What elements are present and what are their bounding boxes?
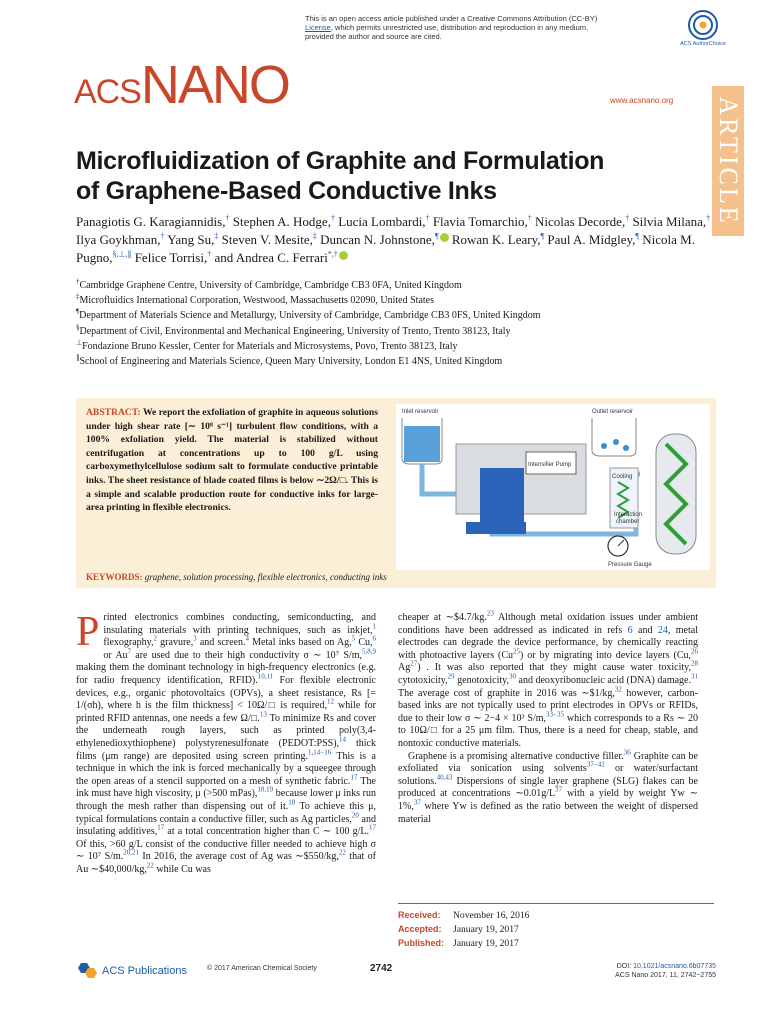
body-text: cytotoxicity,: [398, 674, 448, 686]
body-text: while for printed RFID antennas, one needs a few Ω/□.: [76, 700, 376, 724]
article-title-line-1: Microfluidization of Graphite and Formulation: [76, 147, 605, 175]
author-name: and Andrea C. Ferrari: [214, 250, 328, 265]
reference-link[interactable]: 18: [288, 798, 296, 807]
journal-logo[interactable]: [74, 54, 289, 116]
body-text: flexography,: [103, 637, 154, 649]
published-date: January 19, 2017: [453, 937, 519, 949]
page-number: 2742: [370, 963, 393, 974]
body-text: genotoxicity,: [454, 674, 509, 686]
reference-link[interactable]: 36: [623, 748, 631, 757]
doi-block: [560, 962, 716, 980]
orcid-icon[interactable]: [440, 233, 449, 242]
author[interactable]: [214, 250, 347, 265]
author[interactable]: [433, 214, 532, 229]
page-footer: [0, 956, 768, 996]
author[interactable]: [452, 232, 544, 247]
body-text: Dispersions of single layer graphene (SLG) flakes can be produced at concentrations ∼0.01g/L: [398, 775, 698, 800]
body-text: because lower μ inks run through the mesh rather than dispensing out of it.: [76, 788, 376, 812]
reference-link[interactable]: 31: [691, 672, 698, 681]
acs-authorchoice-label: ACS AuthorChoice: [680, 41, 726, 47]
body-text: The average cost of graphite in 2016 was ∼$1/kg,: [398, 687, 615, 699]
body-text: which corresponds to a Rs ∼ 20 to 10Ω/□ for a 25 μm film. Thus, there is a need for cheap, stable, and nontoxic conductive materials.: [398, 712, 698, 749]
article-title: [76, 146, 716, 206]
outlet-label: Outlet reservoir: [592, 409, 634, 415]
body-text: ) . It was also reported that they might cause water toxicity,: [417, 662, 691, 674]
body-text: Graphene is a promising alternative conductive filler.: [408, 750, 624, 762]
reference-link[interactable]: 6: [372, 634, 376, 643]
author-name: Stephen A. Hodge,: [232, 214, 331, 229]
abstract-label: ABSTRACT:: [86, 407, 141, 418]
author-name: Nicola M. Pugno,: [76, 232, 695, 265]
author-affil-mark[interactable]: †: [207, 249, 212, 259]
body-text: that of Au ∼$40,000/kg,: [76, 851, 377, 875]
author-name: Nicolas Decorde,: [534, 214, 626, 229]
affiliation-mark: §: [76, 323, 80, 332]
reference-link[interactable]: 26: [691, 647, 698, 656]
reference-link[interactable]: 22: [146, 861, 154, 870]
author-name: Panagiotis G. Karagiannidis,: [76, 214, 226, 229]
author-affil-mark[interactable]: ‡: [214, 231, 219, 241]
affiliation-text: School of Engineering and Materials Science, Queen Mary University, London E1 4NS, United Kingdom: [79, 356, 503, 368]
reference-link[interactable]: 1: [372, 622, 376, 631]
body-text: Although metal oxidation issues under ambient conditions have been addressed as indicated in refs: [398, 612, 698, 636]
pump-base: [466, 522, 526, 534]
affiliation-mark: †: [76, 277, 80, 286]
reference-link[interactable]: 5,8,9: [362, 647, 376, 656]
author-list: [76, 213, 716, 267]
author-affil-mark[interactable]: †: [225, 213, 230, 223]
acs-publications-label: ACS Publications: [102, 965, 187, 977]
received-date: November 16, 2016: [453, 910, 530, 921]
abstract-figure[interactable]: [396, 404, 710, 570]
reference-link[interactable]: 37−42: [586, 760, 605, 769]
body-text: or Au: [103, 649, 128, 661]
reference-link[interactable]: 13: [259, 710, 267, 719]
affiliation: [76, 293, 716, 308]
body-text: gravure,: [157, 637, 194, 649]
chamber-label-2: chamber: [616, 519, 640, 525]
reference-link[interactable]: 40,43: [436, 773, 453, 782]
reference-link[interactable]: 24: [657, 624, 668, 636]
doi-label: DOI:: [616, 963, 634, 970]
keywords: [86, 572, 387, 582]
open-access-notice: [305, 14, 675, 41]
accepted-date: January 19, 2017: [453, 923, 519, 935]
article-type-tab: [712, 86, 744, 236]
outlet-flake: [613, 439, 619, 445]
affiliation-text: Cambridge Graphene Centre, University of Cambridge, Cambridge CB3 0FA, United Kingdom: [79, 280, 462, 291]
body-text: To achieve this μ, typical formulations contain a conductive filler, such as Ag particles,: [76, 800, 376, 825]
author[interactable]: [76, 214, 229, 229]
body-text: and deoxyribonucleic acid (DNA) damage.: [515, 674, 691, 686]
abstract-text: [86, 406, 378, 515]
body-text: ) or by migrating into device layers (Cu,: [520, 649, 691, 661]
reference-link[interactable]: 28: [691, 660, 698, 669]
outlet-flake: [601, 443, 607, 449]
author-name: Flavia Tomarchio,: [432, 214, 528, 229]
reference-link[interactable]: 17: [369, 823, 377, 832]
acs-authorchoice-badge[interactable]: [677, 10, 729, 47]
reference-link[interactable]: 6: [627, 624, 633, 636]
affiliation-text: Department of Civil, Environmental and Mechanical Engineering, University of Trento, Trento 38123, Italy: [79, 325, 511, 337]
acs-publications-logo[interactable]: [76, 962, 187, 980]
body-text: cheaper at ∼$4.7/kg.: [398, 612, 487, 623]
author[interactable]: [233, 214, 335, 229]
doi-link[interactable]: 10.1021/acsnano.6b07735: [633, 963, 716, 970]
body-text: and: [632, 624, 658, 636]
affiliation-text: Microfluidics International Corporation, Westwood, Massachusetts 02090, United States: [79, 295, 435, 307]
reference-link[interactable]: 5: [351, 634, 356, 643]
body-text: are used due to their high conductivity σ ∼ 10⁷ S/m,: [131, 649, 362, 661]
oa-line-1: This is an open access article published under a Creative Commons Attribution (CC-BY): [305, 14, 598, 23]
reference-link[interactable]: 29: [447, 672, 455, 681]
reference-link[interactable]: 27: [410, 660, 418, 669]
affiliation-mark: ∥: [76, 353, 80, 362]
body-text: This is a technique in which the ink is forced mechanically by a squeegee through the open areas of a stencil supported on a mesh of synthetic fabric.: [76, 750, 376, 787]
reference-link[interactable]: 7: [127, 647, 132, 656]
pump-piston: [480, 468, 524, 526]
affiliation: [76, 354, 716, 369]
reference-link[interactable]: 1,14−16: [308, 748, 332, 757]
author-name: Silvia Milana,: [632, 214, 707, 229]
author-name: Duncan N. Johnstone,: [320, 232, 435, 247]
journal-logo-nano: NANO: [140, 55, 289, 115]
author-affil-mark[interactable]: †: [160, 231, 165, 241]
accepted-label: Accepted:: [398, 923, 442, 934]
body-text: , metal electrodes can degrade the device performance, by chemically reacting with photoactive layers (Cu: [398, 624, 698, 661]
reference-link[interactable]: 18,19: [257, 785, 274, 794]
author-affil-mark[interactable]: ¶: [434, 231, 439, 241]
body-text: and screen.: [196, 637, 246, 649]
author-name: Yang Su,: [167, 232, 215, 247]
author[interactable]: [535, 214, 629, 229]
reference-link[interactable]: 25: [513, 647, 521, 656]
reference-link[interactable]: 3: [193, 634, 197, 643]
body-text: with a yield by weight Yw ∼ 1%,: [398, 788, 699, 812]
author[interactable]: [547, 232, 639, 247]
published-row: [398, 937, 714, 951]
journal-logo-acs: ACS: [74, 73, 141, 111]
affiliation-mark: ¶: [76, 308, 80, 317]
body-text: making them the dominant technology in high-frequency electronics (e.g. for radio frequency identification, RFID).: [76, 662, 376, 686]
reference-link[interactable]: 4: [245, 634, 249, 643]
author-name: Paul A. Midgley,: [547, 232, 636, 247]
reference-link[interactable]: 17: [157, 823, 165, 832]
gauge-label: Pressure Gauge: [608, 562, 652, 568]
published-label: Published:: [398, 937, 445, 948]
affiliation: [76, 278, 716, 293]
body-paragraph: [76, 609, 377, 876]
affiliation-mark: ⊥: [76, 338, 83, 347]
keywords-list: graphene, solution processing, flexible electronics, conducting inks: [144, 572, 387, 582]
author[interactable]: [76, 232, 164, 247]
body-text: To minimize Rs and cover the underneath rough layers, such as printed poly(3,4-ethylenedioxythiophene) polystyrenesulfonate (PEDOT:PSS),: [76, 712, 376, 749]
body-text: or water/surfactant solutions.: [398, 763, 698, 787]
inlet-liquid: [404, 426, 440, 462]
body-text: however, carbon-based inks are not typically used to print electrodes in OPVs or RFIDs, due to their low σ ∼ 2−4 × 10³ S/m,: [398, 687, 698, 724]
doi-line: [560, 962, 716, 971]
author-affil-mark[interactable]: ¶: [635, 231, 639, 241]
author-affil-mark[interactable]: ¶: [540, 231, 545, 241]
reference-link[interactable]: 32: [614, 685, 622, 694]
author-name: Rowan K. Leary,: [451, 232, 541, 247]
body-column-left: [76, 609, 377, 876]
body-text: Cu,: [355, 637, 373, 649]
open-access-lock-icon: [688, 10, 718, 40]
body-paragraph: [398, 609, 698, 751]
drop-cap: P: [76, 609, 100, 655]
cooling-label: Cooling: [612, 474, 633, 480]
author-name: Lucia Lombardi,: [338, 214, 426, 229]
affiliation-text: Fondazione Bruno Kessler, Center for Materials and Microsystems, Povo, Trento 38123, Italy: [82, 340, 458, 352]
affiliation: [76, 339, 716, 354]
orcid-icon[interactable]: [339, 251, 348, 260]
reference-link[interactable]: 12: [326, 697, 334, 706]
author-affil-mark[interactable]: †: [706, 213, 711, 223]
author[interactable]: [338, 214, 429, 229]
affiliation-text: Department of Materials Science and Metallurgy, University of Cambridge, Cambridge CB3 0FS, United Kingdom: [79, 310, 541, 322]
author-affil-mark[interactable]: †: [425, 213, 430, 223]
article-dates: [398, 903, 714, 950]
author[interactable]: [222, 232, 317, 247]
abstract-body: We report the exfoliation of graphite in aqueous solutions under high shear rate [∼ 10⁸ s⁻¹] turbulent flow conditions, with a 100% exfoliation yield. The material is stabilized without centrifugation at concentrations up to 100 g/L using carboxymethylcellulose sodium salt to formulate conductive printable inks. The sheet resistance of blade coated films is below ∼2Ω/□. This is a simple and scalable production route for conductive inks for large-area printing in flexible electronics.: [86, 407, 378, 514]
outlet-reservoir-shape: [592, 418, 636, 456]
author-affil-mark[interactable]: †: [625, 213, 630, 223]
body-column-right: [398, 609, 699, 826]
affiliation: [76, 308, 716, 323]
author-name: Steven V. Mesite,: [221, 232, 313, 247]
body-text: Ag: [398, 662, 411, 674]
reference-link[interactable]: 20,21: [123, 848, 140, 857]
body-text: Graphite can be exfoliated via sonication using solvents: [398, 750, 698, 775]
body-text: rinted electronics combines conducting, semiconducting, and insulating materials with printing techniques, such as inkjet,: [103, 612, 376, 636]
affiliation: [76, 324, 716, 339]
author-affil-mark[interactable]: †: [527, 213, 532, 223]
body-text: and insulating additives,: [76, 813, 376, 838]
body-text: where Yw is defined as the ratio between the weight of dispersed material: [398, 800, 698, 825]
author-affil-mark[interactable]: †: [330, 213, 335, 223]
body-text: Metal inks based on Ag,: [249, 637, 352, 649]
reference-link[interactable]: 17: [350, 773, 358, 782]
reference-link[interactable]: 37: [555, 785, 563, 794]
received-row: [398, 909, 714, 923]
oa-line-3: provided the author and source are cited.: [305, 32, 442, 41]
author[interactable]: [632, 214, 710, 229]
journal-url-link[interactable]: www.acsnano.org: [610, 96, 674, 105]
reference-link[interactable]: 37: [413, 798, 421, 807]
citation: ACS Nano 2017, 11, 2742−2755: [615, 972, 716, 979]
chamber-label-1: Interaction: [614, 512, 643, 518]
author-name: Felice Torrisi,: [134, 250, 208, 265]
abstract-box: [76, 398, 716, 588]
oa-line-2-text: , which permits unrestricted use, distribution and reproduction in any medium,: [330, 23, 589, 32]
body-text: Of this, >60 g/L consist of the conductive filler needed to achieve high σ ∼ 10⁷ S/m.: [76, 838, 376, 863]
body-paragraph: [398, 748, 699, 827]
body-text: The ink must have high viscosity, μ (>500 mPas),: [76, 775, 376, 800]
author-name: Ilya Goykhman,: [76, 232, 161, 247]
reference-link[interactable]: 22: [338, 848, 346, 857]
body-text: thick films (μm range) are deposited using screen printing.: [76, 737, 377, 762]
license-link[interactable]: License: [305, 23, 331, 32]
body-text: at a total concentration higher than C ∼ 100 g/L.: [164, 826, 370, 838]
author[interactable]: [167, 232, 218, 247]
acs-hexagon-icon: [76, 962, 98, 980]
reference-link[interactable]: 23: [486, 609, 494, 618]
pump-label: Intensifier Pump: [528, 462, 572, 468]
affiliation-list: [76, 278, 716, 369]
author[interactable]: [320, 232, 448, 247]
body-text: For flexible electronic devices, e.g., organic photovoltaics (OPVs), a sheet resistance, Rs [= 1/(σh), where h is the film thickness] < 10Ω/□ is required,: [76, 674, 376, 712]
reference-link[interactable]: 10,11: [257, 672, 274, 681]
author-affil-mark[interactable]: *,†: [327, 249, 338, 259]
body-text: while Cu was: [153, 863, 211, 875]
article-title-line-2: of Graphene-Based Conductive Inks: [76, 177, 497, 205]
reference-link[interactable]: 14: [339, 735, 347, 744]
author-affil-mark[interactable]: §,⊥,∥: [112, 249, 132, 259]
copyright: © 2017 American Chemical Society: [207, 965, 317, 972]
reference-link[interactable]: 33−35: [546, 710, 564, 719]
body-text: In 2016, the average cost of Ag was ∼$550/kg,: [139, 851, 339, 863]
oa-line-2: [305, 23, 675, 32]
affiliation-mark: ‡: [76, 292, 80, 301]
author-affil-mark[interactable]: ‡: [312, 231, 317, 241]
outlet-flake: [623, 445, 629, 451]
author[interactable]: [135, 250, 212, 265]
received-label: Received:: [398, 910, 441, 920]
inlet-label: Inlet reservoir: [402, 409, 439, 415]
reference-link[interactable]: 2: [153, 634, 158, 643]
reference-link[interactable]: 30: [508, 672, 516, 681]
reference-link[interactable]: 20: [351, 811, 359, 820]
keywords-label: KEYWORDS:: [86, 572, 143, 582]
accepted-row: [398, 923, 714, 937]
article-type-label: ARTICLE: [714, 96, 743, 226]
